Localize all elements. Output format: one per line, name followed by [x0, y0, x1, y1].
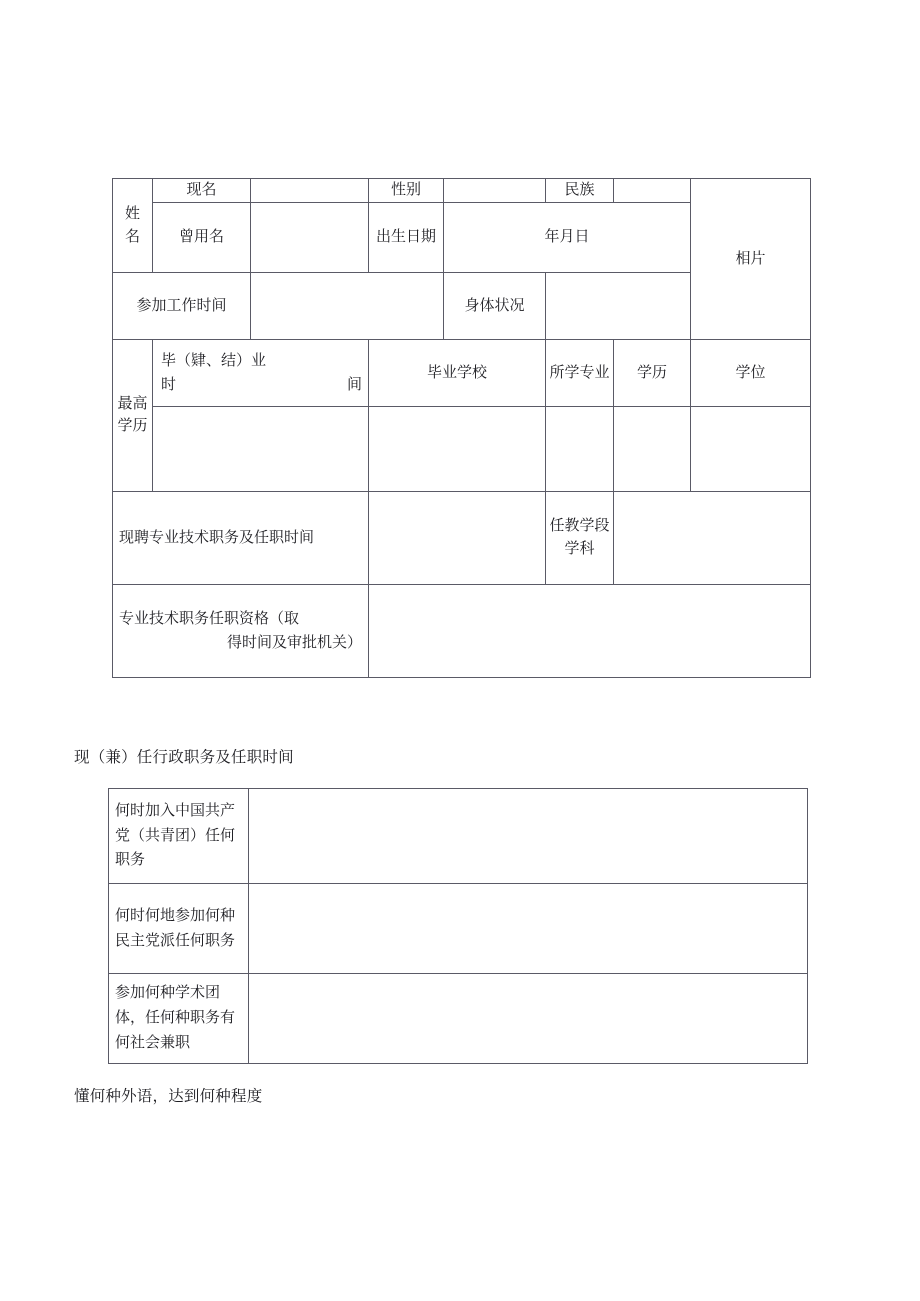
health-label: 身体状况	[444, 273, 546, 340]
graduation-time-label-line2-left: 时	[161, 377, 177, 394]
qualification-label	[113, 603, 368, 659]
personal-information-table	[112, 178, 811, 678]
highest-education-label	[113, 394, 152, 438]
table-row	[109, 789, 808, 884]
qualification-label-line1: 专业技术职务任职资格（取	[119, 611, 300, 628]
table-row	[109, 974, 808, 1064]
academic-bodies-value[interactable]	[249, 974, 808, 1064]
school-value[interactable]	[369, 407, 546, 492]
academic-bodies-label-cell	[109, 974, 249, 1064]
degree-label: 学位	[691, 340, 811, 407]
democratic-party-value[interactable]	[249, 884, 808, 974]
party-membership-label: 何时加入中国共产党（共青团）任何职务	[115, 802, 236, 869]
education-level-value[interactable]	[614, 407, 691, 492]
democratic-party-label: 何时何地参加何种民主党派任何职务	[115, 907, 236, 949]
admin-post-paragraph: 现（兼）任行政职务及任职时间	[74, 749, 294, 766]
current-name-value[interactable]	[251, 179, 369, 203]
table-row-current-name	[113, 179, 811, 203]
graduation-time-value[interactable]	[153, 407, 369, 492]
name-label-cell	[113, 179, 153, 273]
name-label	[113, 203, 152, 248]
work-start-label: 参加工作时间	[113, 273, 251, 340]
current-title-value[interactable]	[369, 492, 546, 585]
health-value[interactable]	[546, 273, 691, 340]
graduation-time-label	[153, 345, 368, 401]
current-name-label: 现名	[153, 179, 251, 203]
gender-label: 性别	[369, 179, 444, 203]
ethnicity-label: 民族	[546, 179, 614, 203]
highest-education-label-line2: 学历	[117, 417, 148, 434]
qualification-label-line2: 得时间及审批机关）	[226, 635, 362, 652]
ethnicity-value[interactable]	[614, 179, 691, 203]
graduation-time-label-line2	[161, 373, 362, 397]
academic-bodies-label: 参加何种学术团体，任何种职务有何社会兼职	[115, 985, 236, 1051]
graduation-time-label-line2-right: 间	[346, 377, 362, 394]
photo-cell[interactable]: 相片	[691, 179, 811, 340]
party-membership-value[interactable]	[249, 789, 808, 884]
graduation-time-label-line1: 毕（肄、结）业	[161, 353, 267, 370]
former-name-value[interactable]	[251, 203, 369, 273]
foreign-language-paragraph: 懂何种外语，达到何种程度	[74, 1088, 263, 1105]
education-level-label: 学历	[614, 340, 691, 407]
school-label: 毕业学校	[369, 340, 546, 407]
highest-education-label-cell	[113, 340, 153, 492]
teaching-stage-value[interactable]	[614, 492, 811, 585]
major-value[interactable]	[546, 407, 614, 492]
table-row-qualification	[113, 585, 811, 678]
birth-date-value[interactable]: 年月日	[444, 203, 691, 273]
graduation-time-label-cell	[153, 340, 369, 407]
table-row-education-header	[113, 340, 811, 407]
teaching-stage-label: 任教学段学科	[546, 492, 614, 585]
former-name-label: 曾用名	[153, 203, 251, 273]
major-label: 所学专业	[546, 340, 614, 407]
gender-value[interactable]	[444, 179, 546, 203]
name-label-line1: 姓	[124, 206, 140, 223]
current-title-label: 现聘专业技术职务及任职时间	[119, 530, 315, 547]
table-row-current-title	[113, 492, 811, 585]
democratic-party-label-cell	[109, 884, 249, 974]
party-membership-label-cell	[109, 789, 249, 884]
table-row-education-values	[113, 407, 811, 492]
highest-education-label-line1: 最高	[117, 396, 148, 412]
birth-date-label: 出生日期	[369, 203, 444, 273]
name-label-line2: 名	[124, 228, 140, 245]
degree-value[interactable]	[691, 407, 811, 492]
current-title-label-cell	[113, 492, 369, 585]
qualification-label-cell	[113, 585, 369, 678]
affiliation-table	[108, 788, 808, 1064]
table-row	[109, 884, 808, 974]
work-start-value[interactable]	[251, 273, 444, 340]
qualification-value[interactable]	[369, 585, 811, 678]
